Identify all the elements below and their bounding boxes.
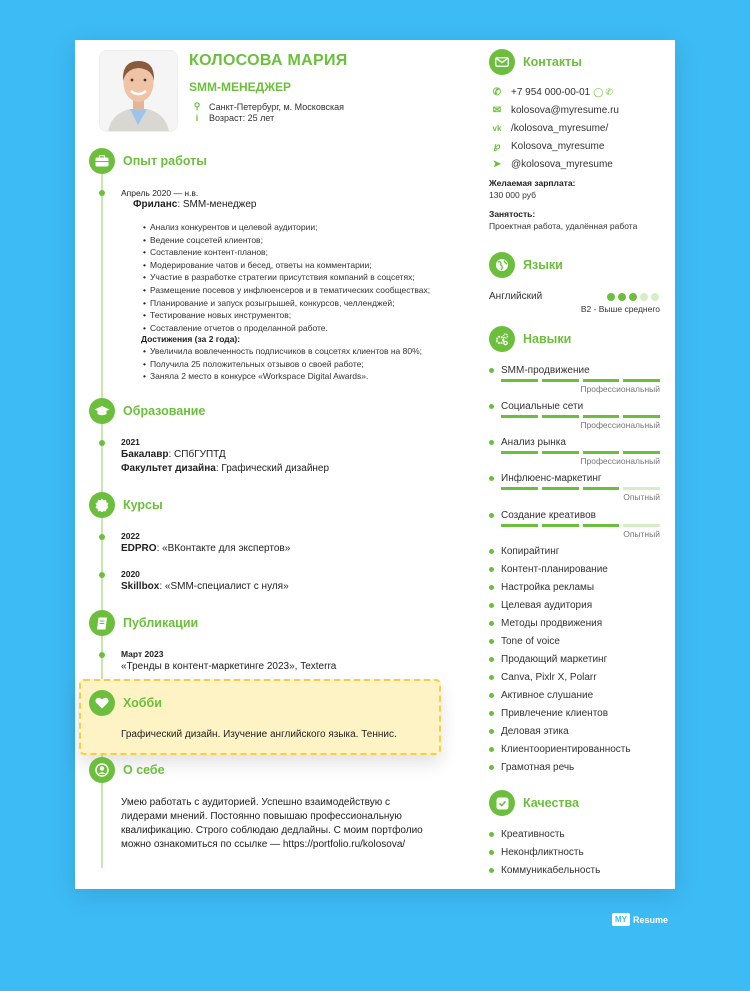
contact-pinterest[interactable] [491,141,604,152]
experience-company: Фриланс [133,199,178,210]
location-line [193,101,344,112]
phone-icon: ✆ [492,87,502,98]
course-org: EDPRO [121,543,157,554]
employment-label: Занятость: [489,209,536,219]
section-title: Публикации [123,616,199,630]
skill-bars [501,451,660,454]
skill-item: Привлечение клиентов [489,708,608,719]
quality-item: Коммуникабельность [489,865,600,876]
course-name: : «SMM-специалист с нуля» [159,581,289,592]
skill-level: Профессиональный [580,419,660,430]
section-about-header [89,757,165,783]
timeline-dot [99,572,105,578]
timeline-dot [99,652,105,658]
pinterest-text: Kolosova_myresume [511,141,605,152]
skill-rated [489,437,660,466]
timeline-dot [99,440,105,446]
location-text: Санкт-Петербург, м. Московская [209,101,345,112]
section-publications-header [89,610,198,636]
education-faculty [121,462,329,476]
publication-text: «Тренды в контент-маркетинге 2023», Texterra [121,661,337,672]
section-education-header [89,398,205,424]
course-year: 2020 [121,569,140,579]
about-line: лидерами мнений. Постоянно повышаю профессиональную [121,811,402,822]
level-dot-filled [607,293,615,301]
course-entry [121,580,289,594]
degree-label: Бакалавр [121,449,169,460]
telegram-text: @kolosova_myresume [511,159,613,170]
book-icon [89,610,115,636]
experience-period: Апрель 2020 — н.в. [121,188,199,198]
section-title: Образование [123,404,206,418]
salary-value: 130 000 руб [489,190,536,200]
course-entry [121,542,290,556]
gears-icon [489,326,515,352]
course-org: Skillbox [121,581,160,592]
vk-icon: vk [492,124,502,133]
viber-icon: ✆ [605,87,613,97]
publication-date: Март 2023 [121,649,164,659]
skill-item: Продающий маркетинг [489,654,607,665]
skill-item: Настройка рекламы [489,582,594,593]
pinterest-icon: ℘ [493,141,501,152]
section-title: Хобби [123,696,162,710]
level-dot-filled [618,293,626,301]
list-item: • Модерирование чатов и бесед, ответы на комментарии; [143,259,430,272]
bullet-dot [489,440,494,445]
bullet-dot [489,404,494,409]
list-item: • Составление контент-планов; [143,246,430,259]
hobby-text: Графический дизайн. Изучение английского языка. Теннис. [121,729,397,740]
age-line [193,113,274,123]
list-item: • Участие в разработке стратегии присутствия компаний в соцсетях; [143,271,430,284]
language-name: Английский [489,291,543,302]
skill-name: Создание креативов [501,510,596,521]
skill-item: Копирайтинг [489,546,559,557]
skill-item: Контент-планирование [489,564,608,575]
heart-icon [89,690,115,716]
logo-resume-text: Resume [633,914,669,925]
about-text [121,796,423,852]
quality-item: Креативность [489,829,565,840]
skill-rated [489,401,660,430]
skill-item: Tone of voice [489,636,560,647]
course-name: : «ВКонтакте для экспертов» [156,543,291,554]
contact-phone[interactable] [491,87,613,98]
section-title: Курсы [123,498,163,512]
skill-item: Активное слушание [489,690,593,701]
section-courses-header [89,492,163,518]
badge-icon [89,492,115,518]
email-text: kolosova@myresume.ru [511,105,619,116]
globe-icon [489,252,515,278]
skill-item: Целевая аудитория [489,600,592,611]
myresume-logo[interactable] [612,913,668,926]
about-line: Умею работать с аудиторией. Успешно взаимодействую с [121,797,391,808]
skill-item: Методы продвижения [489,618,602,629]
course-year: 2022 [121,531,140,541]
achievements-title: Достижения (за 2 года): [141,334,241,344]
skill-level: Профессиональный [580,383,660,394]
avatar [100,51,177,131]
degree-value: : СПбГУПТД [168,449,226,460]
skill-item: Деловая этика [489,726,569,737]
phone-text: +7 954 000-00-01 [511,87,591,98]
about-line: можно ознакомиться по ссылке — https://portfolio.ru/kolosova/ [121,839,406,850]
list-item: • Ведение соцсетей клиентов; [143,234,430,247]
info-icon: i [195,113,199,123]
skill-item: Клиентоориентированность [489,744,631,755]
salary-label: Желаемая зарплата: [489,178,576,188]
experience-duties [143,221,430,334]
achievements-list [143,345,422,383]
list-item: • Увеличила вовлеченность подписчиков в соцсетях клиентов на 80%; [143,345,422,358]
resume-page [75,40,675,889]
envelope-icon [489,49,515,75]
bullet-dot [489,513,494,518]
skill-bars [501,415,660,418]
user-circle-icon [89,757,115,783]
quality-item: Неконфликтность [489,847,584,858]
list-item: • Анализ конкурентов и целевой аудитории; [143,221,430,234]
experience-title [133,198,256,212]
location-pin-icon: ⚲ [193,101,201,111]
skill-bars [501,379,660,382]
skill-bars [501,487,660,490]
contact-vk[interactable] [491,123,608,134]
age-text: Возраст: 25 лет [209,113,275,123]
skill-level: Профессиональный [580,455,660,466]
graduation-cap-icon [89,398,115,424]
language-level-dots [607,293,659,301]
skill-name: Социальные сети [501,401,584,412]
timeline-dot [99,534,105,540]
experience-role: : SMM-менеджер [177,199,257,210]
list-item: • Планирование и запуск розыгрышей, конкурсов, челленджей; [143,297,430,310]
telegram-icon: ➤ [492,159,502,170]
education-year: 2021 [121,437,140,447]
section-contacts-header [489,49,582,75]
skill-level: Опытный [623,491,660,502]
section-title: Контакты [523,55,582,69]
level-dot-empty [651,293,659,301]
faculty-label: Факультет дизайна [121,463,216,474]
briefcase-icon [89,148,115,174]
logo-my-badge: MY [612,913,630,926]
section-skills-header [489,326,571,352]
mail-icon: ✉ [492,105,502,116]
candidate-position: SMM-МЕНЕДЖЕР [189,80,292,94]
contact-telegram[interactable] [491,159,613,170]
list-item: • Получила 25 положительных отзывов о своей работе; [143,358,422,371]
section-title: Опыт работы [123,154,207,168]
skill-rated [489,510,660,539]
section-qualities-header [489,790,579,816]
section-experience-header [89,148,207,174]
candidate-name: КОЛОСОВА МАРИЯ [189,52,348,69]
list-item: • Размещение посевов у инфлюенсеров и в тематических сообществах; [143,284,430,297]
education-degree [121,448,226,462]
skill-item: Canva, Pixlr X, Polarr [489,672,597,683]
level-dot-filled [629,293,637,301]
skill-rated [489,473,660,502]
whatsapp-icon: ◯ [593,87,604,97]
bullet-dot [489,476,494,481]
section-hobby-header [89,690,162,716]
skill-rated [489,365,660,394]
skill-name: SMM-продвижение [501,365,590,376]
section-title: Качества [523,796,580,810]
faculty-value: : Графический дизайнер [215,463,330,474]
language-level: B2 - Выше среднего [580,304,660,314]
checkbox-icon [489,790,515,816]
skill-name: Анализ рынка [501,437,566,448]
vk-text: /kolosova_myresume/ [511,123,609,134]
employment-value: Проектная работа, удалённая работа [489,221,638,231]
section-title: О себе [123,763,165,777]
level-dot-empty [640,293,648,301]
list-item: • Тестирование новых инструментов; [143,309,430,322]
section-languages-header [489,252,563,278]
skill-bars [501,524,660,527]
skill-name: Инфлюенс-маркетинг [501,473,602,484]
section-title: Языки [523,258,563,272]
contact-email[interactable] [491,105,619,116]
skill-level: Опытный [623,528,660,539]
timeline-dot [99,190,105,196]
about-line: квалификацию. Строго соблюдаю дедлайны. С моим портфолио [121,825,423,836]
list-item: • Заняла 2 место в конкурсе «Workspace Digital Awards». [143,370,422,383]
section-title: Навыки [523,332,572,346]
list-item: • Составление отчетов о проделанной работе. [143,322,430,335]
bullet-dot [489,368,494,373]
skill-item: Грамотная речь [489,762,574,773]
portrait-photo [100,51,177,131]
